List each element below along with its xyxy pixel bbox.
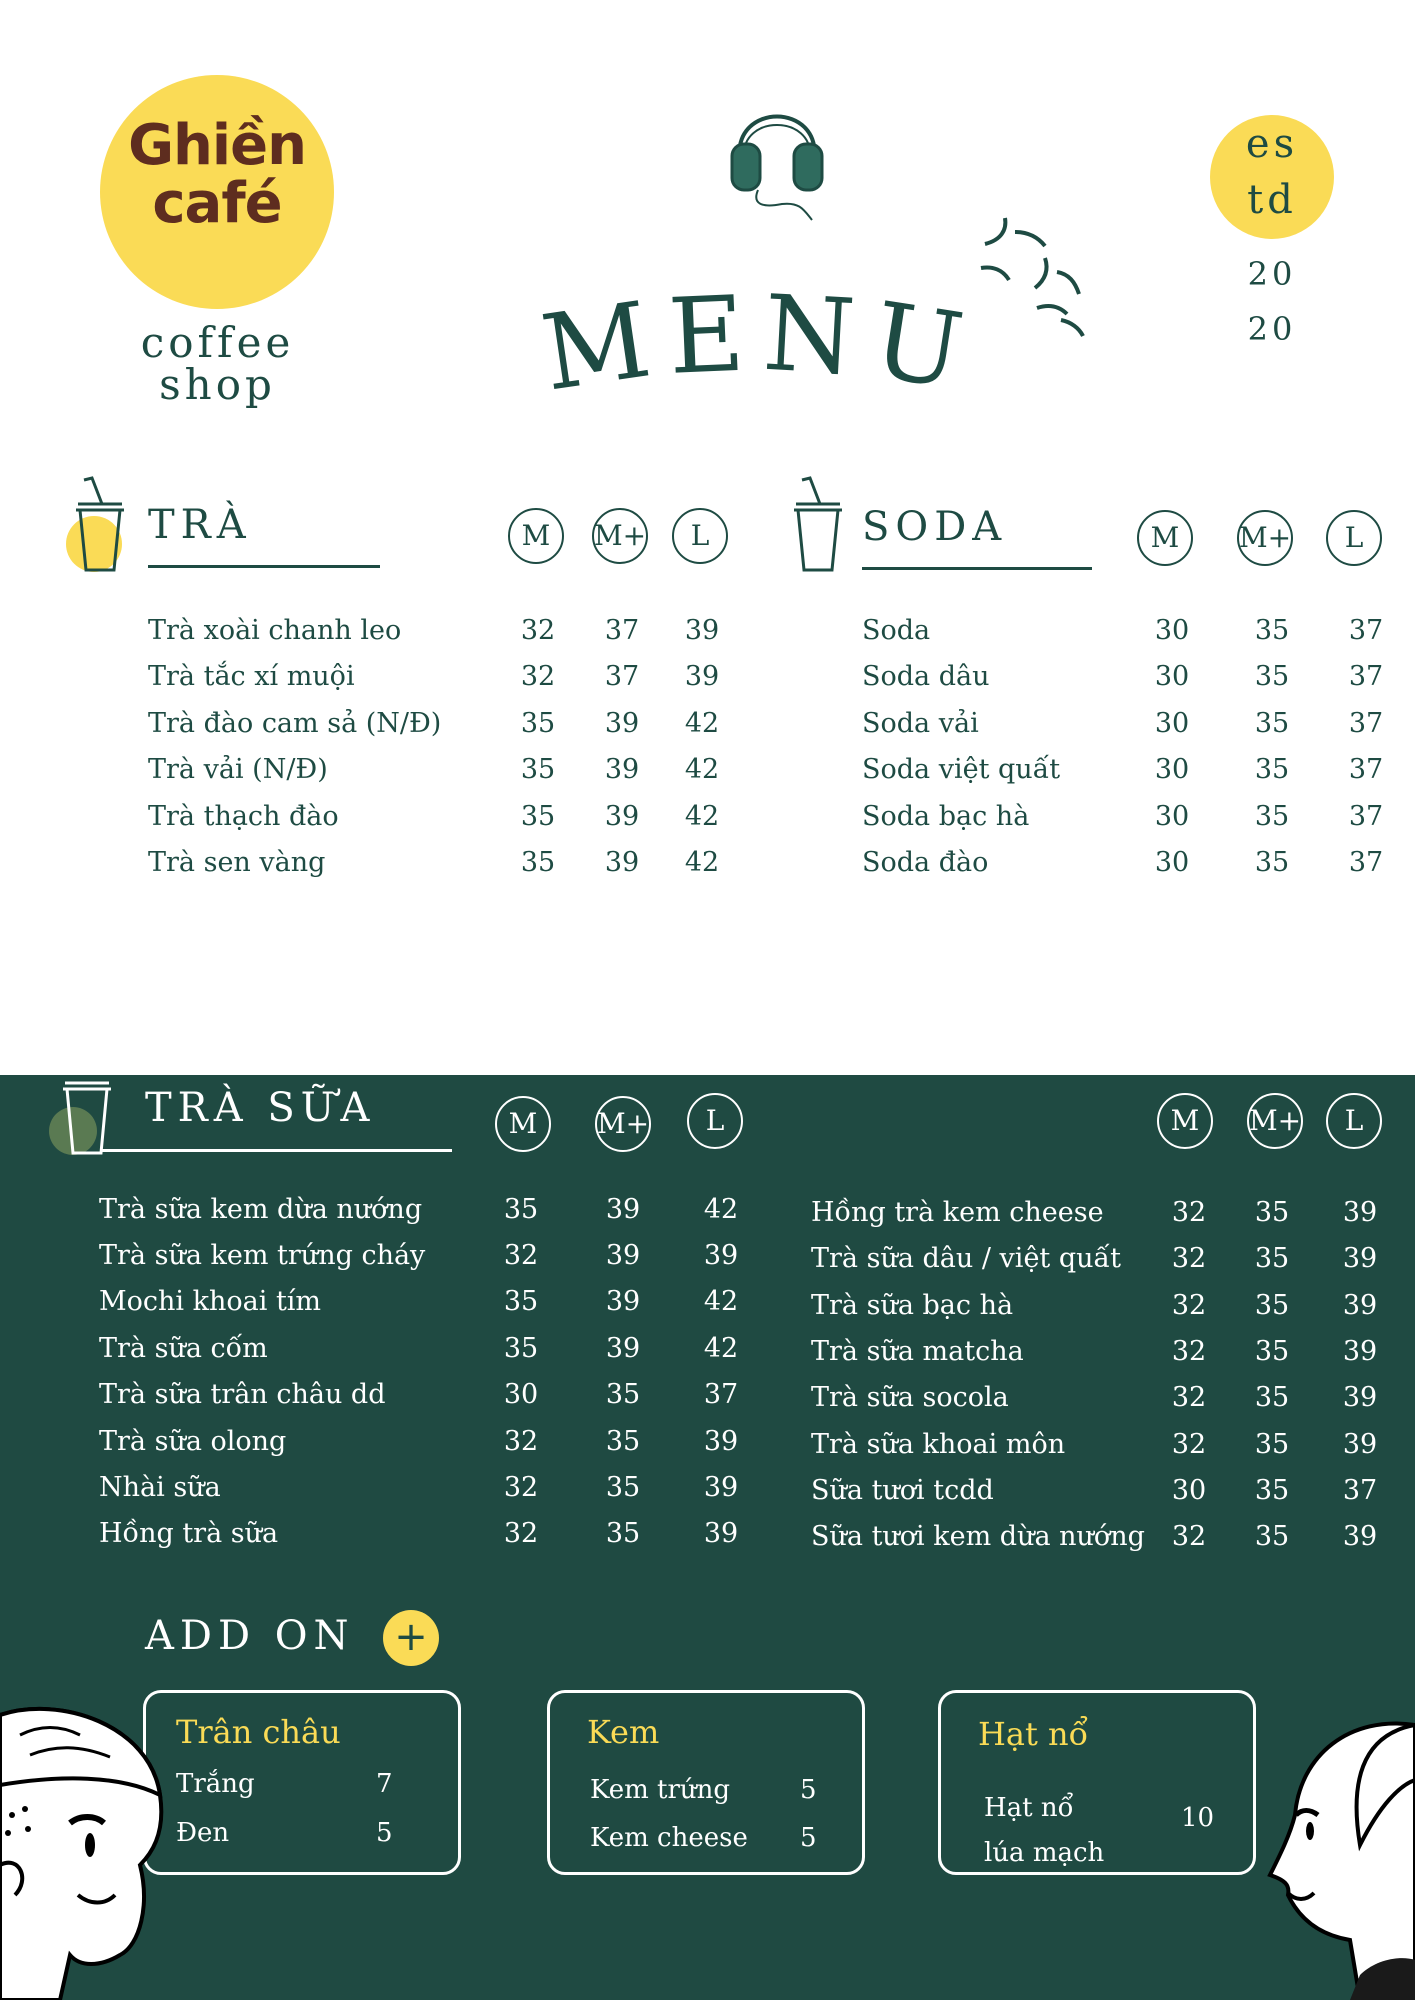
price-mplus: 35 bbox=[1254, 661, 1290, 692]
soda-item-name: Soda bbox=[862, 615, 931, 646]
tra-item-name: Trà tắc xí muội bbox=[148, 661, 355, 692]
price-mplus: 35 bbox=[1254, 1382, 1290, 1413]
price-l: 37 bbox=[1348, 661, 1384, 692]
tra-sua-item-name: Hồng trà kem cheese bbox=[811, 1197, 1104, 1228]
price-l: 37 bbox=[1342, 1475, 1378, 1506]
addon-item-name: Kem cheese bbox=[590, 1823, 748, 1853]
price-mplus: 37 bbox=[604, 661, 640, 692]
price-m: 35 bbox=[520, 708, 556, 739]
tra-item-name: Trà xoài chanh leo bbox=[148, 615, 402, 646]
price-l: 42 bbox=[703, 1194, 739, 1225]
brand-subtitle-line-2: shop bbox=[159, 360, 276, 409]
price-mplus: 39 bbox=[605, 1286, 641, 1317]
price-m: 32 bbox=[520, 615, 556, 646]
price-l: 39 bbox=[684, 661, 720, 692]
plus-icon: + bbox=[383, 1610, 439, 1666]
price-mplus: 39 bbox=[604, 801, 640, 832]
price-m: 30 bbox=[1154, 661, 1190, 692]
size-header-m: M bbox=[1137, 510, 1193, 566]
price-l: 42 bbox=[703, 1286, 739, 1317]
price-m: 30 bbox=[1171, 1475, 1207, 1506]
price-mplus: 35 bbox=[605, 1518, 641, 1549]
cup-icon bbox=[45, 1075, 125, 1175]
section-title-tra: TRÀ bbox=[148, 502, 252, 548]
size-header-mplus: M+ bbox=[1247, 1093, 1303, 1149]
price-l: 39 bbox=[703, 1518, 739, 1549]
price-l: 39 bbox=[1342, 1382, 1378, 1413]
size-header-m: M bbox=[1157, 1093, 1213, 1149]
addon-item-name-line-2: lúa mạch bbox=[984, 1838, 1105, 1868]
est-year-1: 20 bbox=[1247, 255, 1297, 293]
tra-sua-item-name: Trà sữa kem trứng cháy bbox=[99, 1240, 426, 1271]
price-l: 39 bbox=[1342, 1243, 1378, 1274]
price-mplus: 35 bbox=[1254, 847, 1290, 878]
logo-text bbox=[100, 113, 334, 236]
svg-text:MENU bbox=[535, 280, 987, 415]
price-m: 32 bbox=[503, 1518, 539, 1549]
price-mplus: 35 bbox=[1254, 1475, 1290, 1506]
section-underline-soda bbox=[862, 567, 1092, 570]
price-m: 30 bbox=[503, 1379, 539, 1410]
tra-sua-item-name: Trà sữa matcha bbox=[811, 1336, 1024, 1367]
tra-sua-item-name: Trà sữa kem dừa nướng bbox=[99, 1194, 423, 1225]
price-m: 32 bbox=[520, 661, 556, 692]
tra-sua-item-name: Hồng trà sữa bbox=[99, 1518, 279, 1549]
price-mplus: 35 bbox=[1254, 1197, 1290, 1228]
soda-item-name: Soda vải bbox=[862, 708, 979, 739]
size-header-l: L bbox=[1326, 1093, 1382, 1149]
add-on-title: ADD ON bbox=[145, 1613, 355, 1659]
addon-item-name: Trắng bbox=[176, 1769, 255, 1799]
addon-item-price: 7 bbox=[376, 1769, 393, 1799]
price-m: 35 bbox=[520, 754, 556, 785]
section-title-soda: SODA bbox=[862, 504, 1008, 550]
price-m: 32 bbox=[1171, 1336, 1207, 1367]
tra-sua-item-name: Nhài sữa bbox=[99, 1472, 221, 1503]
price-mplus: 39 bbox=[605, 1333, 641, 1364]
price-mplus: 35 bbox=[1254, 708, 1290, 739]
price-m: 30 bbox=[1154, 615, 1190, 646]
price-m: 30 bbox=[1154, 801, 1190, 832]
price-l: 37 bbox=[1348, 708, 1384, 739]
price-l: 37 bbox=[1348, 847, 1384, 878]
tra-sua-item-name: Trà sữa trân châu dd bbox=[99, 1379, 386, 1410]
price-m: 35 bbox=[503, 1333, 539, 1364]
price-l: 37 bbox=[1348, 754, 1384, 785]
menu-title-text: MENU bbox=[534, 280, 987, 416]
logo-line-2: café bbox=[152, 171, 282, 236]
price-m: 32 bbox=[1171, 1429, 1207, 1460]
logo bbox=[100, 75, 334, 309]
size-header-m: M bbox=[495, 1096, 551, 1152]
addon-title: Kem bbox=[587, 1713, 660, 1751]
tra-item-name: Trà thạch đào bbox=[148, 801, 339, 832]
est-line-2: td bbox=[1247, 177, 1297, 223]
price-l: 39 bbox=[684, 615, 720, 646]
price-l: 37 bbox=[703, 1379, 739, 1410]
addon-box-kem bbox=[547, 1690, 865, 1875]
price-m: 35 bbox=[520, 801, 556, 832]
size-header-mplus: M+ bbox=[595, 1096, 651, 1152]
size-header-mplus: M+ bbox=[1237, 510, 1293, 566]
price-m: 32 bbox=[1171, 1197, 1207, 1228]
price-m: 32 bbox=[503, 1426, 539, 1457]
cup-icon bbox=[62, 474, 137, 574]
tra-item-name: Trà vải (N/Đ) bbox=[148, 754, 328, 785]
addon-item-price: 5 bbox=[800, 1775, 817, 1805]
price-mplus: 35 bbox=[1254, 801, 1290, 832]
character-left-illustration bbox=[0, 1705, 170, 2000]
price-mplus: 35 bbox=[605, 1472, 641, 1503]
logo-line-1: Ghiền bbox=[128, 113, 306, 178]
tra-sua-item-name: Trà sữa cốm bbox=[99, 1333, 268, 1364]
section-underline-tra bbox=[148, 565, 380, 568]
section-underline-tra-sua bbox=[100, 1149, 452, 1152]
tra-sua-item-name: Trà sữa khoai môn bbox=[811, 1429, 1066, 1460]
addon-item-name: Kem trứng bbox=[590, 1775, 731, 1805]
addon-box-hat-no bbox=[938, 1690, 1256, 1875]
tra-sua-item-name: Trà sữa olong bbox=[99, 1426, 287, 1457]
character-right-illustration bbox=[1240, 1705, 1415, 2000]
tra-sua-item-name: Sữa tươi tcdd bbox=[811, 1475, 994, 1506]
addon-item-price: 5 bbox=[800, 1823, 817, 1853]
est-badge bbox=[1210, 115, 1334, 239]
price-mplus: 35 bbox=[1254, 1336, 1290, 1367]
soda-item-name: Soda dâu bbox=[862, 661, 990, 692]
addon-item-name: Hạt nổ bbox=[984, 1793, 1074, 1823]
price-mplus: 39 bbox=[604, 708, 640, 739]
price-l: 39 bbox=[1342, 1429, 1378, 1460]
tra-sua-item-name: Trà sữa bạc hà bbox=[811, 1290, 1014, 1321]
price-l: 39 bbox=[1342, 1290, 1378, 1321]
size-header-l: L bbox=[672, 508, 728, 564]
price-m: 30 bbox=[1154, 847, 1190, 878]
price-l: 39 bbox=[703, 1240, 739, 1271]
addon-item-price: 5 bbox=[376, 1818, 393, 1848]
price-mplus: 37 bbox=[604, 615, 640, 646]
size-header-mplus: M+ bbox=[592, 508, 648, 564]
soda-item-name: Soda việt quất bbox=[862, 754, 1061, 785]
price-m: 32 bbox=[1171, 1521, 1207, 1552]
cup-icon bbox=[780, 474, 855, 574]
addon-box-tran-chau bbox=[143, 1690, 461, 1875]
price-mplus: 39 bbox=[605, 1240, 641, 1271]
price-mplus: 35 bbox=[1254, 754, 1290, 785]
est-line-1: es bbox=[1245, 121, 1299, 167]
price-m: 35 bbox=[503, 1194, 539, 1225]
price-mplus: 35 bbox=[605, 1379, 641, 1410]
price-l: 42 bbox=[684, 801, 720, 832]
price-l: 39 bbox=[1342, 1336, 1378, 1367]
price-m: 35 bbox=[520, 847, 556, 878]
price-m: 30 bbox=[1154, 754, 1190, 785]
price-l: 39 bbox=[1342, 1197, 1378, 1228]
price-m: 30 bbox=[1154, 708, 1190, 739]
price-mplus: 39 bbox=[604, 847, 640, 878]
price-m: 32 bbox=[1171, 1243, 1207, 1274]
est-year-2: 20 bbox=[1247, 310, 1297, 348]
tra-sua-item-name: Trà sữa socola bbox=[811, 1382, 1009, 1413]
addon-title: Hạt nổ bbox=[978, 1715, 1089, 1753]
price-l: 37 bbox=[1348, 615, 1384, 646]
brand-subtitle-line-1: coffee bbox=[140, 318, 295, 367]
menu-title bbox=[520, 280, 1000, 420]
soda-item-name: Soda đào bbox=[862, 847, 989, 878]
tra-sua-item-name: Mochi khoai tím bbox=[99, 1286, 322, 1317]
price-mplus: 35 bbox=[1254, 615, 1290, 646]
section-title-tra-sua: TRÀ SỮA bbox=[145, 1085, 376, 1131]
price-m: 32 bbox=[1171, 1290, 1207, 1321]
addon-item-price: 10 bbox=[1181, 1803, 1215, 1833]
tra-item-name: Trà sen vàng bbox=[148, 847, 326, 878]
price-l: 37 bbox=[1348, 801, 1384, 832]
soda-item-name: Soda bạc hà bbox=[862, 801, 1030, 832]
price-mplus: 35 bbox=[605, 1426, 641, 1457]
price-mplus: 35 bbox=[1254, 1243, 1290, 1274]
price-l: 39 bbox=[703, 1426, 739, 1457]
price-mplus: 35 bbox=[1254, 1429, 1290, 1460]
price-m: 32 bbox=[503, 1472, 539, 1503]
addon-item-name: Đen bbox=[176, 1818, 230, 1848]
size-header-m: M bbox=[508, 508, 564, 564]
size-header-l: L bbox=[687, 1093, 743, 1149]
tra-sua-item-name: Trà sữa dâu / việt quất bbox=[811, 1243, 1121, 1274]
price-mplus: 39 bbox=[604, 754, 640, 785]
price-l: 42 bbox=[684, 708, 720, 739]
price-l: 42 bbox=[684, 847, 720, 878]
price-m: 32 bbox=[503, 1240, 539, 1271]
tra-item-name: Trà đào cam sả (N/Đ) bbox=[148, 708, 442, 739]
price-l: 39 bbox=[1342, 1521, 1378, 1552]
price-l: 42 bbox=[703, 1333, 739, 1364]
price-l: 39 bbox=[703, 1472, 739, 1503]
price-mplus: 39 bbox=[605, 1194, 641, 1225]
headphones-icon bbox=[722, 92, 832, 232]
price-mplus: 35 bbox=[1254, 1521, 1290, 1552]
price-m: 32 bbox=[1171, 1382, 1207, 1413]
price-l: 42 bbox=[684, 754, 720, 785]
addon-title: Trân châu bbox=[176, 1713, 341, 1751]
size-header-l: L bbox=[1326, 510, 1382, 566]
price-m: 35 bbox=[503, 1286, 539, 1317]
price-mplus: 35 bbox=[1254, 1290, 1290, 1321]
tra-sua-item-name: Sữa tươi kem dừa nướng bbox=[811, 1521, 1145, 1552]
